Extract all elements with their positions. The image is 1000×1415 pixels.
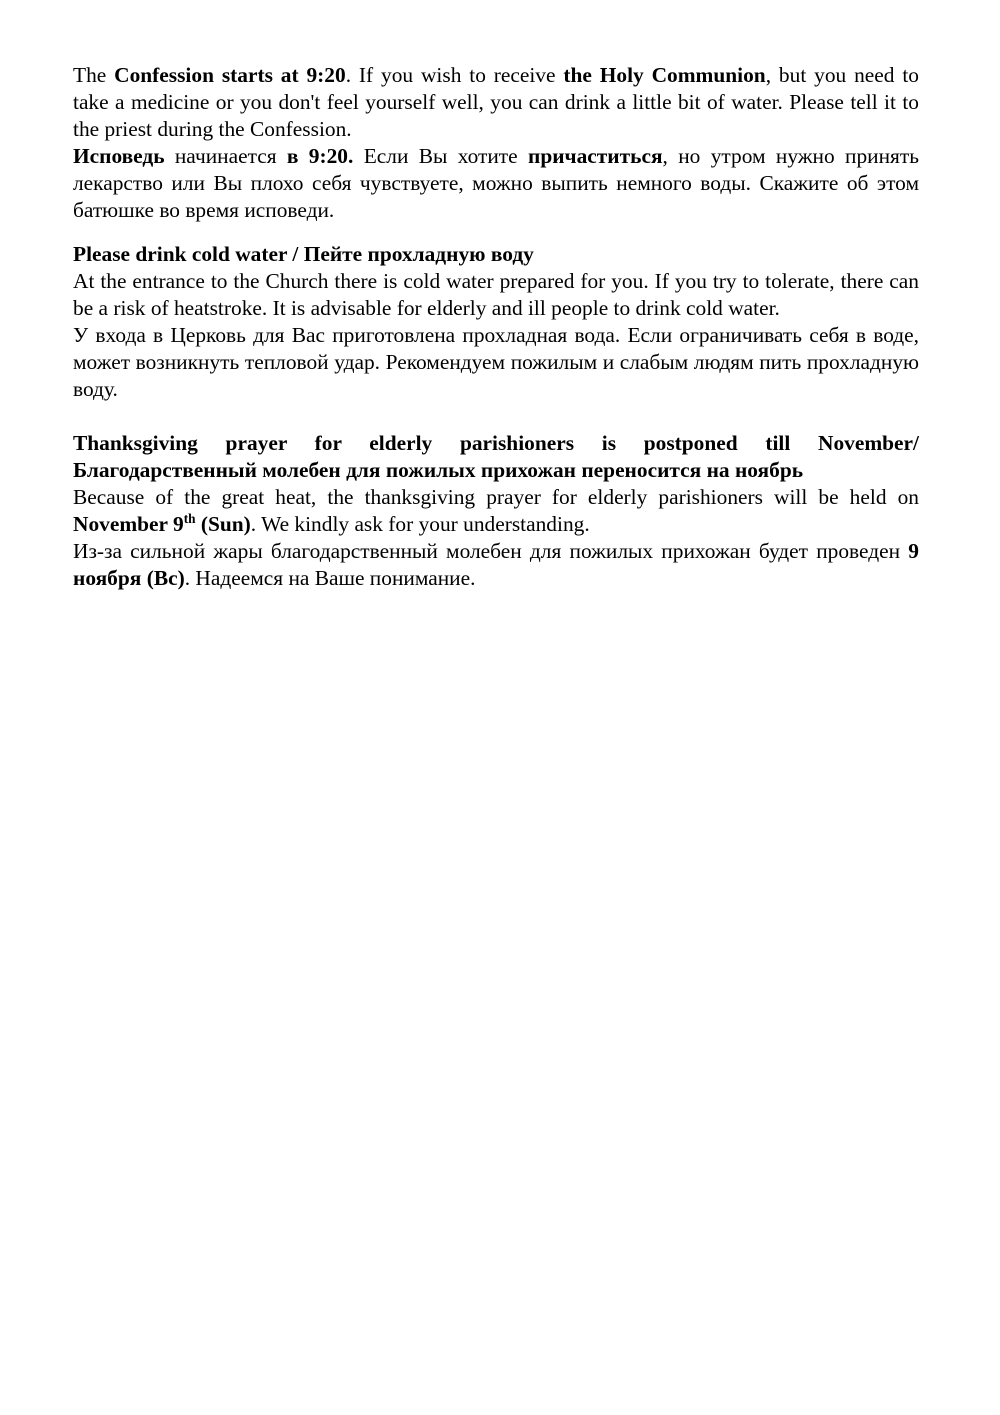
section-gap: [73, 224, 919, 241]
water-paragraph-en: At the entrance to the Church there is cold water prepared for you. If you try to tolerate, there can be a risk of heatstroke. It is advisable for elderly and ill people to drink cold water.: [73, 269, 919, 320]
thanksgiving-paragraph-en: [73, 484, 919, 538]
confession-time-ru: в 9:20.: [286, 144, 354, 168]
confession-title-ru: Исповедь: [73, 144, 165, 168]
thanksgiving-date-en-suffix: th: [183, 511, 196, 527]
confession-time-en: Confession starts at 9:20: [114, 63, 346, 87]
confession-en-text-2: . If you wish to receive: [345, 63, 564, 87]
thanksgiving-en-text-2: . We kindly ask for your understanding.: [250, 512, 590, 536]
holy-communion-ru: причаститься: [528, 144, 663, 168]
section-gap: [73, 403, 919, 430]
thanksgiving-en-text-1: Because of the great heat, the thanksgiving prayer for elderly parishioners will be held on: [73, 485, 919, 509]
thanksgiving-paragraph-ru: [73, 538, 919, 592]
thanksgiving-heading: [73, 430, 919, 484]
thanksgiving-heading-en: Thanksgiving prayer for elderly parishioners is postponed till November/: [73, 431, 919, 455]
holy-communion-en: the Holy Communion: [563, 63, 766, 87]
confession-ru-text-2: Если Вы хотите: [353, 144, 528, 168]
confession-ru-text-3: , но утром нужно принять лекарство или Вы плохо себя чувствуете, можно выпить немного воды. Скажите об этом батюшке во время исповеди.: [73, 144, 919, 222]
water-paragraph-ru: У входа в Церковь для Вас приготовлена прохладная вода. Если ограничивать себя в воде, может возникнуть тепловой удар. Рекомендуем пожилым и слабым людям пить прохладную воду.: [73, 323, 919, 401]
confession-en-text-1: The: [73, 63, 115, 87]
confession-paragraph-ru: [73, 143, 919, 224]
thanksgiving-ru-text-2: . Надеемся на Ваше понимание.: [184, 566, 476, 590]
thanksgiving-date-en: [73, 512, 251, 536]
thanksgiving-date-en-weekday: (Sun): [195, 512, 251, 536]
thanksgiving-heading-ru: Благодарственный молебен для пожилых прихожан переносится на ноябрь: [73, 458, 804, 482]
confession-en-text-3: , but you need to take a medicine or you don't feel yourself well, you can drink a little bit of water. Please tell it to the priest during the Confession.: [73, 63, 919, 141]
thanksgiving-date-ru: 9 ноября (Вс): [73, 539, 919, 590]
water-heading: Please drink cold water / Пейте прохладную воду: [73, 242, 534, 266]
bulletin-page: [73, 62, 919, 592]
thanksgiving-date-en-day: November 9: [73, 512, 184, 536]
confession-ru-text-1: начинается: [164, 144, 287, 168]
thanksgiving-ru-text-1: Из-за сильной жары благодарственный молебен для пожилых прихожан будет проведен: [73, 539, 909, 563]
confession-paragraph-en: [73, 62, 919, 143]
